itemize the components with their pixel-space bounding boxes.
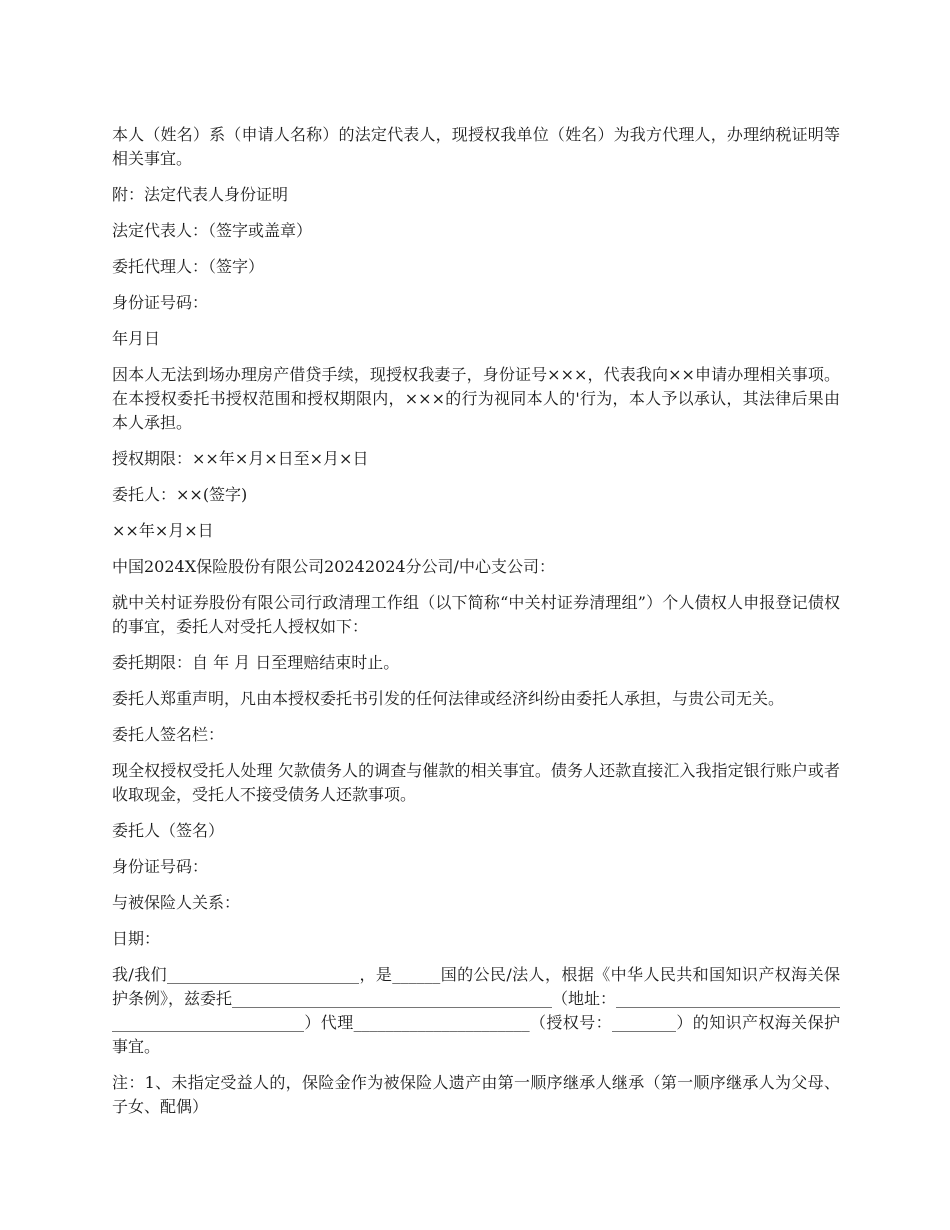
paragraph-agent-signature: 委托代理人：（签字） [112, 257, 265, 276]
paragraph-note: 注：1、未指定受益人的，保险金作为被保险人遗产由第一顺序继承人继承（第一顺序继承人为父母、子女、配偶） [112, 1073, 840, 1116]
paragraph-authorization-period: 授权期限：××年×月×日至×月×日 [112, 449, 369, 468]
paragraph-debt-collection: 现全权授权受托人处理 欠款债务人的调查与催款的相关事宜。债务人还款直接汇入我指定银行账户或者收取现金，受托人不接受债务人还款事项。 [112, 761, 840, 804]
paragraph-attachment: 附：法定代表人身份证明 [112, 185, 289, 204]
paragraph-date-2: 日期： [112, 929, 161, 948]
paragraph-securities-claim: 就中关村证券股份有限公司行政清理工作组（以下简称“中关村证券清理组”）个人债权人申报登记债权的事宜，委托人对受托人授权如下： [112, 593, 840, 636]
paragraph-legal-rep-signature: 法定代表人：（签字或盖章） [112, 221, 313, 240]
paragraph-authorization-intro: 本人（姓名）系（申请人名称）的法定代表人，现授权我单位（姓名）为我方代理人，办理纳税证明等相关事宜。 [112, 125, 840, 168]
paragraph-signature-field: 委托人签名栏： [112, 725, 225, 744]
document-page [112, 123, 840, 1131]
paragraph-id-number-2: 身份证号码： [112, 857, 209, 876]
paragraph-insurance-company-address: 中国2024X保险股份有限公司20242024分公司/中心支公司： [112, 557, 555, 576]
paragraph-date: 年月日 [112, 329, 161, 348]
paragraph-declaration: 委托人郑重声明，凡由本授权委托书引发的任何法律或经济纠纷由委托人承担，与贵公司无关。 [112, 689, 785, 708]
paragraph-id-number: 身份证号码： [112, 293, 209, 312]
paragraph-principal-date: ××年×月×日 [112, 521, 214, 540]
paragraph-ip-customs-protection: 我/我们________________________，是______国的公民/法人，根据《中华人民共和国知识产权海关保护条例》，兹委托________________________________________（地址：____________________________________________________）代理______________________（授权号：________）的知识产权海关保护事宜。 [112, 965, 841, 1056]
paragraph-relationship: 与被保险人关系： [112, 893, 241, 912]
paragraph-principal-sign: 委托人（签名） [112, 821, 225, 840]
paragraph-entrust-period: 委托期限：自 年 月 日至理赔结束时止。 [112, 653, 400, 672]
paragraph-principal-signature: 委托人：××(签字) [112, 485, 248, 504]
paragraph-property-loan-authorization: 因本人无法到场办理房产借贷手续，现授权我妻子，身份证号×××，代表我向××申请办理相关事项。在本授权委托书授权范围和授权期限内，×××的行为视同本人的'行为，本人予以承认，其法律后果由本人承担。 [112, 365, 840, 432]
